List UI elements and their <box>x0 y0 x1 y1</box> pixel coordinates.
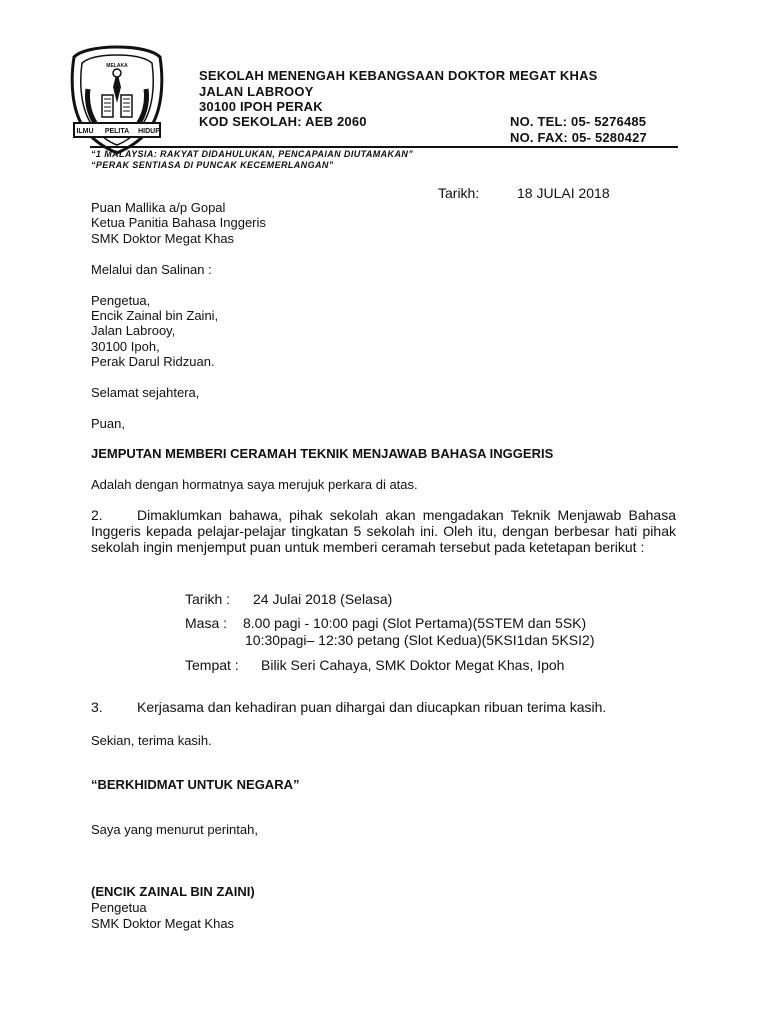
header-divider <box>90 146 678 148</box>
signer-name: (ENCIK ZAINAL BIN ZAINI) <box>91 884 255 899</box>
greeting: Selamat sejahtera, <box>91 385 200 400</box>
paragraph-3-text: Kerjasama dan kehadiran puan dihargai dan diucapkan ribuan terima kasih. <box>137 699 607 715</box>
school-name: SEKOLAH MENENGAH KEBANGSAAN DOKTOR MEGAT KHAS <box>199 68 598 83</box>
via-label: Melalui dan Salinan : <box>91 262 212 277</box>
school-crest-icon <box>66 43 168 155</box>
recipient-line: Ketua Panitia Bahasa Inggeris <box>91 215 266 230</box>
details-date-value: 24 Julai 2018 (Selasa) <box>253 591 393 607</box>
intro-paragraph: Adalah dengan hormatnya saya merujuk perkara di atas. <box>91 477 418 492</box>
crest-top-text: MELAKA <box>106 63 128 69</box>
paragraph-2-number: 2. <box>91 507 103 523</box>
crest-mid-text: PELITA <box>104 128 130 135</box>
school-code: KOD SEKOLAH: AEB 2060 <box>199 114 367 129</box>
recipient-line: SMK Doktor Megat Khas <box>91 231 235 246</box>
salutation: Puan, <box>91 416 125 431</box>
via-line: Jalan Labrooy, <box>91 323 176 338</box>
details-venue-label: Tempat : <box>185 657 239 673</box>
details-time-slot2: 10:30pagi– 12:30 petang (Slot Kedua)(5KSI1dan 5KSI2) <box>245 632 595 648</box>
details-time-slot1: 8.00 pagi - 10:00 pagi (Slot Pertama)(5STEM dan 5SK) <box>243 615 587 631</box>
sign-intro: Saya yang menurut perintah, <box>91 822 258 837</box>
details-venue-value: Bilik Seri Cahaya, SMK Doktor Megat Khas, Ipoh <box>261 657 565 673</box>
motto-line1: “1 MALAYSIA: RAKYAT DIDAHULUKAN, PENCAPAIAN DIUTAMAKAN” <box>91 149 414 159</box>
school-tel: NO. TEL: 05- 5276485 <box>510 114 647 129</box>
slogan: “BERKHIDMAT UNTUK NEGARA” <box>91 777 300 792</box>
subject-line: JEMPUTAN MEMBERI CERAMAH TEKNIK MENJAWAB BAHASA INGGERIS <box>91 446 554 461</box>
via-line: 30100 Ipoh, <box>91 339 160 354</box>
paragraph-3-number: 3. <box>91 699 103 715</box>
via-line: Encik Zainal bin Zaini, <box>91 308 219 323</box>
signer-org: SMK Doktor Megat Khas <box>91 916 235 931</box>
school-address-line1: JALAN LABROOY <box>199 84 314 99</box>
paragraph-2 <box>91 507 676 555</box>
crest-right-text: HIDUP <box>138 128 160 135</box>
school-address-line2: 30100 IPOH PERAK <box>199 99 323 114</box>
paragraph-2-text: Dimaklumkan bahawa, pihak sekolah akan mengadakan Teknik Menjawab Bahasa Inggeris kepada pelajar-pelajar tingkatan 5 sekolah ini. Oleh itu, dengan berbesar hati pihak sekolah ingin menjemput puan untuk memberi ceramah tersebut pada ketetapan berikut : <box>91 507 676 555</box>
via-line: Perak Darul Ridzuan. <box>91 354 215 369</box>
date-label: Tarikh: <box>438 185 480 201</box>
motto-line2: “PERAK SENTIASA DI PUNCAK KECEMERLANGAN” <box>91 160 334 170</box>
crest-left-text: ILMU <box>76 128 94 135</box>
signer-title: Pengetua <box>91 900 147 915</box>
date-value: 18 JULAI 2018 <box>517 185 610 201</box>
details-date-label: Tarikh : <box>185 591 231 607</box>
school-fax: NO. FAX: 05- 5280427 <box>510 130 647 145</box>
recipient-line: Puan Mallika a/p Gopal <box>91 200 226 215</box>
closing: Sekian, terima kasih. <box>91 733 212 748</box>
details-time-label: Masa : <box>185 615 228 631</box>
via-line: Pengetua, <box>91 293 151 308</box>
